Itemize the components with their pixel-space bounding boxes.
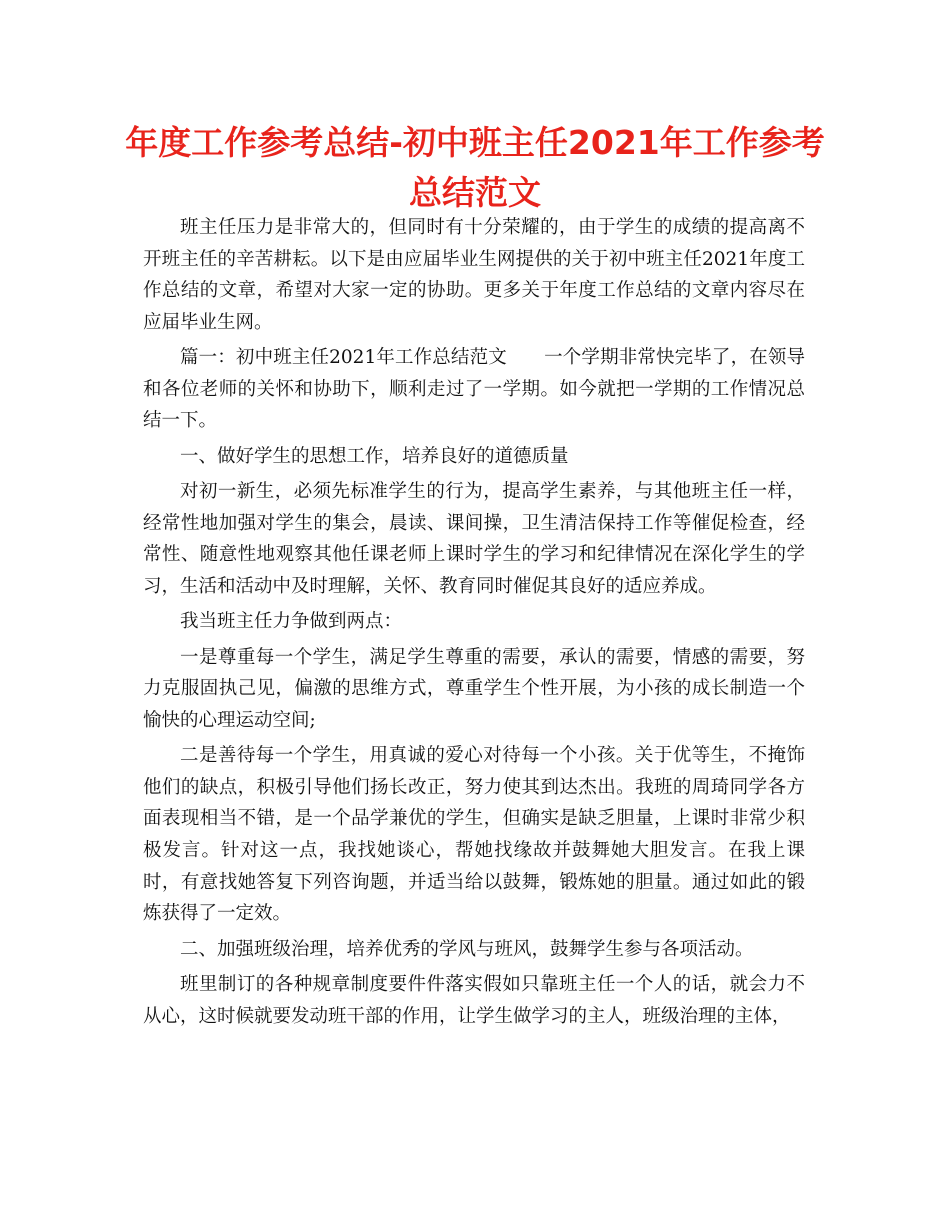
- paragraph: 班里制订的各种规章制度要件件落实假如只靠班主任一个人的话，就会力不从心，这时候就要发动班干部的作用，让学生做学习的主人，班级治理的主体，: [143, 974, 805, 1027]
- document-title: 年度工作参考总结-初中班主任2021年工作参考总结范文: [125, 123, 825, 212]
- paragraph: 二是善待每一个学生，用真诚的爱心对待每一个小孩。关于优等生，不掩饰他们的缺点，积极引导他们扬长改正，努力使其到达杰出。我班的周琦同学各方面表现相当不错，是一个品学兼优的学生，但确实是缺乏胆量，上课时非常少积极发言。针对这一点，我找她谈心，帮她找缘故并鼓舞她大胆发言。在我上课时，有意找她答复下列咨询题，并适当给以鼓舞，锻炼她的胆量。通过如此的锻炼获得了一定效。: [143, 745, 805, 925]
- document-body: [143, 212, 805, 1036]
- paragraph: 一是尊重每一个学生，满足学生尊重的需要，承认的需要，情感的需要，努力克服固执己见，偏激的思维方式，尊重学生个性开展，为小孩的成长制造一个愉快的心理运动空间;: [143, 646, 805, 731]
- paragraph-part-one-intro: 篇一：初中班主任2021年工作总结范文 一个学期非常快完毕了，在领导和各位老师的关怀和协助下，顺利走过了一学期。如今就把一学期的工作情况总结一下。: [143, 347, 805, 432]
- section-heading-2: 二、加强班级治理，培养优秀的学风与班风，鼓舞学生参与各项活动。: [180, 938, 754, 960]
- section-heading-1: 一、做好学生的思想工作，培养良好的道德质量: [180, 445, 569, 467]
- paragraph: 对初一新生，必须先标准学生的行为，提高学生素养，与其他班主任一样，经常性地加强对学生的集会，晨读、课间操，卫生清洁保持工作等催促检查，经常性、随意性地观察其他任课老师上课时学生的学习和纪律情况在深化学生的学习，生活和活动中及时理解，关怀、教育同时催促其良好的适应养成。: [143, 481, 805, 597]
- paragraph: 我当班主任力争做到两点：: [180, 611, 403, 633]
- paragraph-intro: 班主任压力是非常大的，但同时有十分荣耀的，由于学生的成绩的提高离不开班主任的辛苦耕耘。以下是由应届毕业生网提供的关于初中班主任2021年度工作总结的文章，希望对大家一定的协助。更多关于年度工作总结的文章内容尽在应届毕业生网。: [143, 217, 805, 333]
